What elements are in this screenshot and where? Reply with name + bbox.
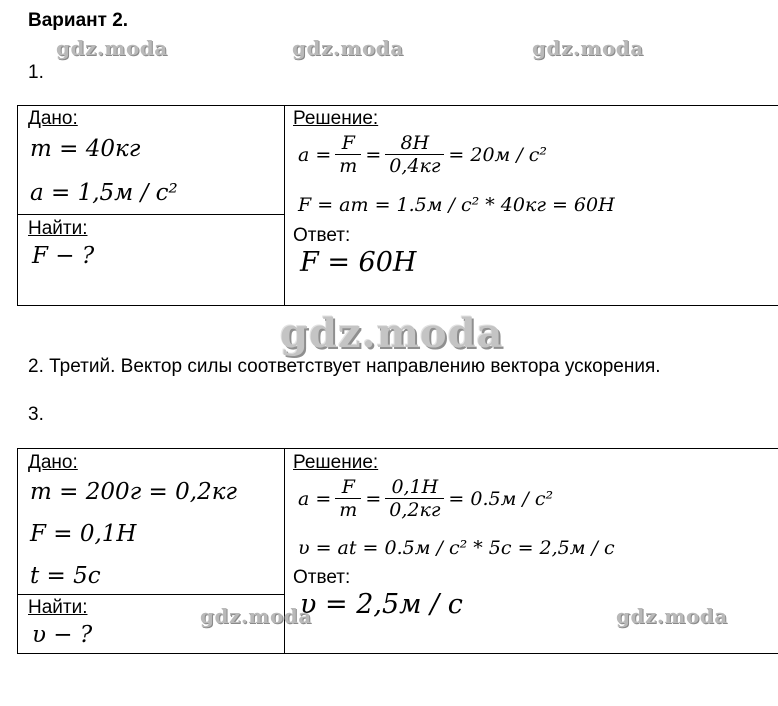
eq-rhs: = 20м / c² bbox=[448, 143, 548, 166]
eq-equals: = bbox=[365, 143, 382, 166]
given-label: Дано: bbox=[28, 452, 78, 473]
find-value: F − ? bbox=[32, 243, 95, 269]
find-label: Найти: bbox=[28, 218, 88, 239]
item-2-text: 2. Третий. Вектор силы соответствует направлению вектора ускорения. bbox=[28, 356, 661, 377]
watermark-large: gdz.moda bbox=[280, 310, 504, 357]
watermark: gdz.moda bbox=[292, 36, 404, 60]
given-label: Дано: bbox=[28, 108, 78, 129]
fraction-f-over-m bbox=[335, 476, 361, 521]
answer-label: Ответ: bbox=[293, 567, 351, 588]
watermark: gdz.moda bbox=[56, 36, 168, 60]
solution-label: Решение: bbox=[293, 452, 379, 473]
eq-lhs: a = bbox=[298, 143, 332, 166]
equation-2: F = am = 1.5м / c² * 40кг = 60H bbox=[298, 194, 615, 216]
equation-2: υ = at = 0.5м / c² * 5c = 2,5м / c bbox=[298, 537, 615, 559]
denominator: 0,4кг bbox=[389, 155, 441, 177]
given-force: F = 0,1H bbox=[30, 521, 137, 547]
solution-label: Решение: bbox=[293, 108, 379, 129]
numerator: 0,1H bbox=[385, 476, 444, 499]
given-time: t = 5c bbox=[30, 563, 101, 589]
item-3-number: 3. bbox=[28, 404, 44, 425]
numerator: F bbox=[335, 476, 361, 499]
fraction-values bbox=[385, 132, 444, 177]
fraction-values bbox=[385, 476, 444, 521]
given-mass: m = 40кг bbox=[30, 136, 141, 162]
answer-value: υ = 2,5м / c bbox=[300, 589, 463, 620]
find-label: Найти: bbox=[28, 597, 88, 618]
find-value: υ − ? bbox=[32, 622, 93, 648]
watermark: gdz.moda bbox=[616, 604, 728, 628]
equation-1 bbox=[298, 132, 547, 177]
numerator: F bbox=[335, 132, 361, 155]
denominator: m bbox=[339, 499, 358, 521]
answer-label: Ответ: bbox=[293, 225, 351, 246]
answer-value: F = 60H bbox=[300, 247, 417, 278]
eq-lhs: a = bbox=[298, 487, 332, 510]
watermark: gdz.moda bbox=[200, 604, 312, 628]
given-mass: m = 200г = 0,2кг bbox=[30, 479, 238, 505]
eq-equals: = bbox=[365, 487, 382, 510]
equation-1 bbox=[298, 476, 553, 521]
page-title: Вариант 2. bbox=[28, 10, 129, 31]
denominator: m bbox=[339, 155, 358, 177]
eq-rhs: = 0.5м / c² bbox=[448, 487, 554, 510]
watermark: gdz.moda bbox=[532, 36, 644, 60]
numerator: 8H bbox=[385, 132, 444, 155]
denominator: 0,2кг bbox=[389, 499, 441, 521]
given-acceleration: a = 1,5м / c² bbox=[30, 180, 178, 206]
fraction-f-over-m bbox=[335, 132, 361, 177]
item-1-number: 1. bbox=[28, 62, 44, 83]
